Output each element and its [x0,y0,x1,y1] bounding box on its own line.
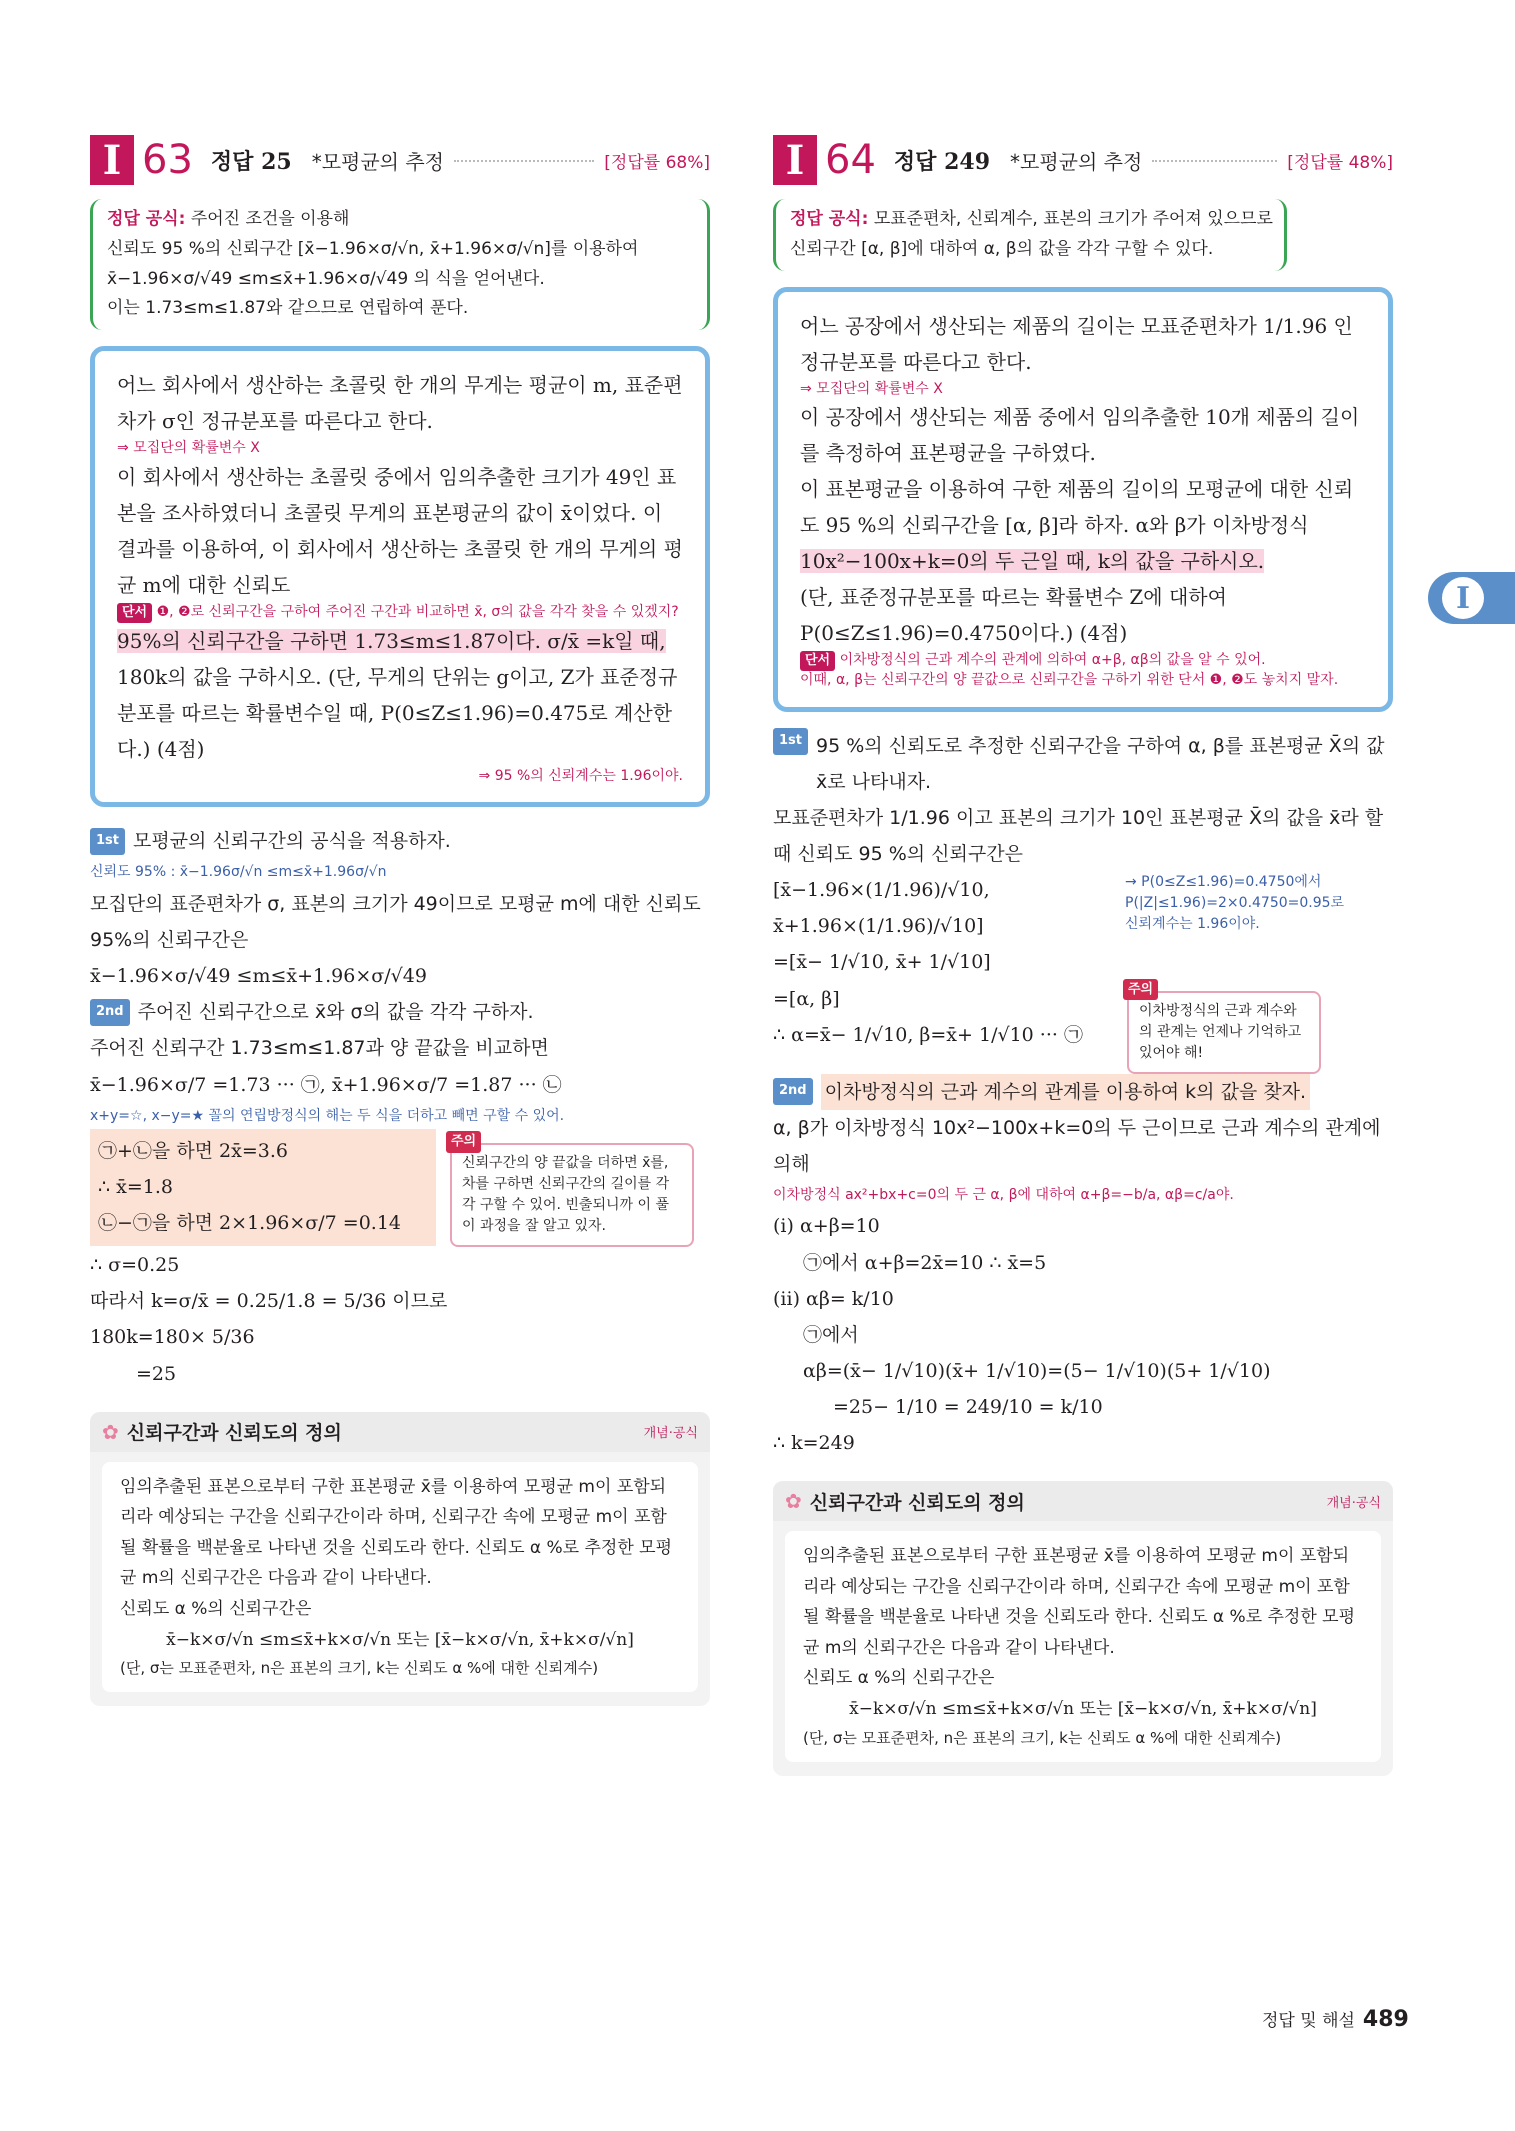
step-2-title: 이차방정식의 근과 계수의 관계를 이용하여 k의 값을 찾자. [821,1074,1310,1110]
equation-2: x̄−1.96×σ/7 =1.73 ··· ㉠, x̄+1.96×σ/7 =1.87 ··· ㉡ [90,1073,562,1096]
hint-2: 이차방정식의 근과 계수의 관계에 의하여 α+β, αβ의 값을 알 수 있어. [839,652,1266,669]
concept-tag: 개념·공식 [643,1426,698,1442]
solution-text-2: α, β가 이차방정식 10x²−100x+k=0의 두 근이므로 근과 계수의 관계에 의해 [773,1116,1381,1175]
equation-4: ∴ α=x̄− 1/√10, β=x̄+ 1/√10 ··· ㉠ [773,1023,1083,1046]
formula-label: 정답 공식: [107,209,186,229]
step-2-badge: 2nd [90,999,130,1026]
highlight-block [90,1129,436,1245]
correct-rate: [정답률 68%] [604,152,710,173]
side-note-3: 신뢰계수는 1.96이야. [1125,916,1260,933]
concept-tag: 개념·공식 [1326,1495,1381,1511]
caution-box [1127,981,1321,1074]
equation-8: 180k=180× 5/36 [90,1326,255,1349]
equation-3: =[α, β] [773,987,840,1010]
side-note [1125,872,1344,935]
hint-1: ⇒ 모집단의 확률변수 X [117,440,260,456]
problem-text-4: 180k의 값을 구하시오. (단, 무게의 단위는 g이고, Z가 표준정규분포를 따르는 확률변수일 때, P(0≤Z≤1.96)=0.475로 계산한다.) (4점) [117,664,678,761]
concept-title: 신뢰구간과 신뢰도의 정의 [126,1422,342,1445]
concept-sub: 신뢰도 α %의 신뢰구간은 [803,1668,995,1689]
caution-tag: 주의 [1123,979,1158,1001]
hint-3: 이때, α, β는 신뢰구간의 양 끝값으로 신뢰구간을 구하기 위한 단서 ❶, ❷도 놓치지 말자. [800,672,1339,689]
topic: *모평균의 추정 [311,149,444,174]
answer [894,145,990,176]
step-1-title: 95 %의 신뢰도로 추정한 신뢰구간을 구하여 α, β를 표본평균 X̄의 값 x̄로 나타내자. [816,734,1385,793]
caution-tag: 주의 [446,1131,481,1153]
solution-text-1: 모표준편차가 1/1.96 이고 표본의 크기가 10인 표본평균 X̄의 값을 x̄라 할 때 신뢰도 95 %의 신뢰구간은 [773,807,1384,866]
equation-5: ㉡−㉠을 하면 2×1.96×σ/7 =0.14 [98,1212,402,1235]
footer-label: 정답 및 해설 [1262,2011,1355,2031]
hint-1: ⇒ 모집단의 확률변수 X [800,380,943,397]
formula-line-2: 신뢰구간 [α, β]에 대하여 α, β의 값을 각각 구할 수 있다. [790,238,1214,259]
formula-line-3: 이는 1.73≤m≤1.87와 같으므로 연립하여 푼다. [107,298,469,319]
clue-tag: 단서 [800,651,835,671]
concept-title: 신뢰구간과 신뢰도의 정의 [809,1491,1025,1514]
equation-3: ㉠+㉡을 하면 2x̄=3.6 [98,1140,289,1163]
problem-text-2: 이 공장에서 생산되는 제품 중에서 임의추출한 10개 제품의 길이를 측정하여 표본평균을 구하였다. [800,405,1360,466]
problem-header [90,135,710,185]
caution-text: 신뢰구간의 양 끝값을 더하면 x̄를, 차를 구하면 신뢰구간의 길이를 각각 구할 수 있어. 빈출되니까 이 풀이 과정을 잘 알고 있자. [462,1155,670,1235]
formula-line-1: 모표준편차, 신뢰계수, 표본의 크기가 주어져 있으므로 [873,209,1273,229]
caution-box [450,1134,694,1247]
concept-sub: 신뢰도 α %의 신뢰구간은 [120,1598,312,1619]
equation-9: αβ=(x̄− 1/√10)(x̄+ 1/√10)=(5− 1/√10)(5+ 1/√10) [803,1359,1271,1382]
correct-rate: [정답률 48%] [1287,152,1393,173]
problem-text-1: 어느 회사에서 생산하는 초콜릿 한 개의 무게는 평균이 m, 표준편차가 σ인 정규분포를 따른다고 한다. [117,373,683,433]
page-number: 489 [1362,2007,1409,2032]
problem-text-5: (단, 표준정규분포를 따르는 확률변수 Z에 대하여 P(0≤Z≤1.96)=0.4750이다.) (4점) [800,585,1227,646]
step-1-badge: 1st [90,828,125,855]
solution [773,728,1393,1461]
concept-note: (단, σ는 모표준편차, n은 표본의 크기, k는 신뢰도 α %에 대한 신뢰계수) [120,1659,599,1678]
side-note-2: P(|Z|≤1.96)=2×0.4750=0.95로 [1125,895,1345,912]
formula-line-1: 신뢰도 95 %의 신뢰구간 [x̄−1.96×σ/√n, x̄+1.96×σ/√n]를 이용하여 [107,238,639,259]
equation-6: ㉠에서 α+β=2x̄=10 ∴ x̄=5 [803,1251,1047,1274]
flower-icon: ✿ [102,1419,119,1444]
step-2-note: 이차방정식 ax²+bx+c=0의 두 근 α, β에 대하여 α+β=−b/a, αβ=c/a야. [773,1186,1234,1203]
equation-10: =25− 1/10 = 249/10 = k/10 [833,1395,1103,1418]
leader-dots [1152,159,1277,162]
problem-text-4: 10x²−100x+k=0의 두 근일 때, k의 값을 구하시오. [800,549,1265,574]
topic: *모평균의 추정 [1010,149,1143,174]
equation-4: ∴ x̄=1.8 [98,1176,173,1199]
clue-tag: 단서 [117,603,152,623]
problem-box [90,346,710,807]
answer-label: 정답 [893,149,937,175]
answer-value: 25 [261,148,292,175]
answer [211,145,292,176]
equation-9: =25 [136,1362,177,1385]
equation-5: (i) α+β=10 [773,1215,880,1238]
hint-2: ❶, ❷로 신뢰구간을 구하여 주어진 구간과 비교하면 x̄, σ의 값을 각각 찾을 수 있겠지? [156,603,679,620]
unit-badge: I [90,135,134,185]
step-1-badge: 1st [773,728,808,755]
problem-text-3: 이 표본평균을 이용하여 구한 제품의 길이의 모평균에 대한 신뢰도 95 %의 신뢰구간을 [α, β]라 하자. α와 β가 이차방정식 [800,477,1354,538]
problem-text-2: 이 회사에서 생산하는 초콜릿 중에서 임의추출한 크기가 49인 표본을 조사하였더니 초콜릿 무게의 표본평균의 값이 x̄이었다. 이 결과를 이용하여, 이 회사에서 생산하는 초콜릿 한 개의 무게의 평균 m에 대한 신뢰도 [117,464,683,597]
concept-box [90,1412,710,1707]
problem-64-column [773,135,1393,1776]
flower-icon: ✿ [785,1489,802,1514]
concept-formula: x̄−k×σ/√n ≤m≤x̄+k×σ/√n 또는 [x̄−k×σ/√n, x̄+k×σ/√n] [849,1699,1317,1720]
formula-label: 정답 공식: [790,209,869,229]
concept-note: (단, σ는 모표준편차, n은 표본의 크기, k는 신뢰도 α %에 대한 신뢰계수) [803,1728,1282,1747]
unit-badge: I [773,135,817,185]
equation-6: ∴ σ=0.25 [90,1254,180,1277]
chapter-tab-label: I [1442,577,1484,619]
equation-11: ∴ k=249 [773,1431,855,1454]
formula-intro: 주어진 조건을 이용해 [190,209,350,229]
problem-63-column [90,135,710,1706]
step-2-badge: 2nd [773,1078,813,1105]
step-1-note: 신뢰도 95% : x̄−1.96σ/√n ≤m≤x̄+1.96σ/√n [90,864,387,881]
concept-body: 임의추출된 표본으로부터 구한 표본평균 x̄를 이용하여 모평균 m이 포함되리라 예상되는 구간을 신뢰구간이라 하며, 신뢰구간 속에 모평균 m이 포함될 확률을 백분율로 나타낸 것을 신뢰도라 한다. 신뢰도 α %로 추정한 모평균 m의 신뢰구간은 다음과 같이 나타낸다. [803,1546,1356,1658]
step-1-title: 모평균의 신뢰구간의 공식을 적용하자. [133,830,451,853]
problem-number: 63 [142,137,193,183]
solution-text-1: 모집단의 표준편차가 σ, 표본의 크기가 49이므로 모평균 m에 대한 신뢰도 95%의 신뢰구간은 [90,893,701,952]
solution-text-2: 주어진 신뢰구간 1.73≤m≤1.87과 양 끝값을 비교하면 [90,1037,549,1060]
hint-3: ⇒ 95 %의 신뢰계수는 1.96이야. [478,767,683,784]
step-2-title: 주어진 신뢰구간으로 x̄와 σ의 값을 각각 구하자. [137,1001,534,1024]
concept-box [773,1481,1393,1776]
equation-1: x̄−1.96×σ/√49 ≤m≤x̄+1.96×σ/√49 [90,965,427,988]
caution-text: 이차방정식의 근과 계수와의 관계는 언제나 기억하고 있어야 해! [1139,1002,1302,1061]
answer-label: 정답 [210,149,254,175]
problem-text-1: 어느 공장에서 생산되는 제품의 길이는 모표준편차가 1/1.96 인 정규분포를 따른다고 한다. [800,313,1353,374]
equation-2: =[x̄− 1/√10, x̄+ 1/√10] [773,951,991,974]
equation-7: (ii) αβ= k/10 [773,1287,894,1310]
leader-dots [454,159,594,162]
answer-formula-box [90,199,710,330]
step-2-note: x+y=☆, x−y=★ 꼴의 연립방정식의 해는 두 식을 더하고 빼면 구할 수 있어. [90,1107,565,1124]
answer-value: 249 [944,148,991,175]
problem-text-3: 95%의 신뢰구간을 구하면 1.73≤m≤1.87이다. σ/x̄ =k일 때, [117,628,666,653]
equation-1: [x̄−1.96×(1/1.96)/√10, x̄+1.96×(1/1.96)/√10] [773,879,990,938]
problem-box [773,287,1393,712]
side-note-1: → P(0≤Z≤1.96)=0.4750에서 [1125,874,1322,891]
formula-line-2: x̄−1.96×σ/√49 ≤m≤x̄+1.96×σ/√49 의 식을 얻어낸다. [107,268,545,289]
equation-7: 따라서 k=σ/x̄ = 0.25/1.8 = 5/36 이므로 [90,1290,448,1313]
answer-formula-box [773,199,1287,271]
chapter-side-tab[interactable] [1428,572,1515,624]
problem-number: 64 [825,137,876,183]
concept-body: 임의추출된 표본으로부터 구한 표본평균 x̄를 이용하여 모평균 m이 포함되리라 예상되는 구간을 신뢰구간이라 하며, 신뢰구간 속에 모평균 m이 포함될 확률을 백분율로 나타낸 것을 신뢰도라 한다. 신뢰도 α %로 추정한 모평균 m의 신뢰구간은 다음과 같이 나타낸다. [120,1476,673,1589]
page-footer [1262,2006,1409,2032]
equation-8: ㉠에서 [803,1323,859,1346]
solution [90,823,710,1391]
problem-header [773,135,1393,185]
concept-formula: x̄−k×σ/√n ≤m≤x̄+k×σ/√n 또는 [x̄−k×σ/√n, x̄+k×σ/√n] [166,1629,634,1650]
